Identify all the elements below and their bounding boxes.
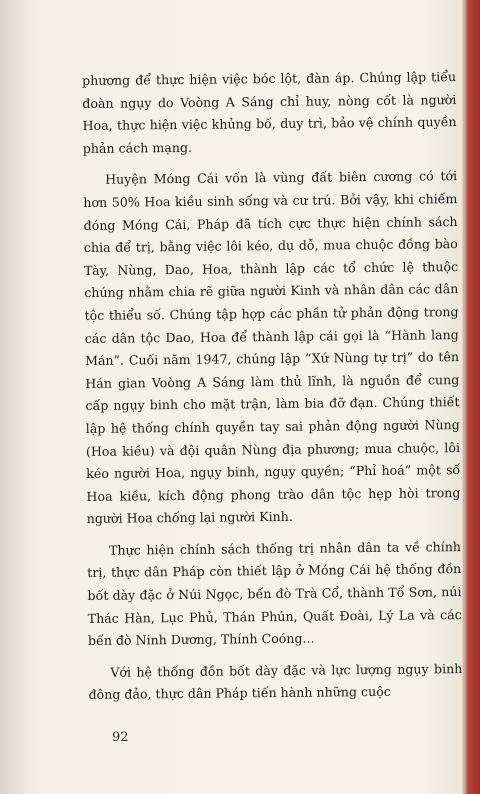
paragraph-3: Thực hiện chính sách thống trị nhân dân ta về chính trị, thực dân Pháp còn thiết lập ở Móng Cái hệ thống đồn bốt dày đặc ở Núi Ngọc, bến đò Trà Cổ, thành Tổ Sơn, núi Thác Hàn, Lục Phủ, Thán Phún, Quất Đoài, Lý La và các bến đò Ninh Dương, Thính Coóng... (87, 538, 462, 649)
paragraph-4: Với hệ thống đồn bốt dày đặc và lực lượng ngụy binh đông đảo, thực dân Pháp tiến hành những cuộc (88, 660, 463, 703)
body-text (82, 66, 463, 716)
paragraph-1: phương để thực hiện việc bóc lột, đàn áp. Chúng lập tiểu đoàn ngụy do Voòng A Sáng chỉ huy, nòng cốt là người Hoa, thực hiện việc khủng bố, duy trì, bảo vệ chính quyền phản cách mạng. (82, 69, 457, 156)
gutter-shadow (0, 0, 40, 794)
paragraph-2: Huyện Móng Cái vốn là vùng đất biên cương có tới hơn 50% Hoa kiều sinh sống và cư trú. Bởi vậy, khi chiếm đóng Móng Cái, Pháp đã tích cực thực hiện chính sách chia để trị, bằng việc lôi kéo, dụ dỗ, mua chuộc đồng bào Tày, Nùng, Dao, Hoa, thành lập các tổ chức lệ thuộc chúng nhằm chia rẽ giữa người Kinh và nhân dân các dân tộc thiểu số. Chúng tập hợp các phần tử phản động trong các dân tộc Dao, Hoa để thành lập cái gọi là “Hành lang Mán”. Cuối năm 1947, chúng lập “Xứ Nùng tự trị” do tên Hán gian Voòng A Sáng làm thủ lĩnh, là nguồn để cung cấp ngụy binh cho mặt trận, làm bia đỡ đạn. Chúng thiết lập hệ thống chính quyền tay sai phản động người Nùng (Hoa kiều) và đội quân Nùng địa phương; mua chuộc, lôi kéo người Hoa, ngụy binh, ngụy quyền; “Phỉ hoá” một số Hoa kiều, kích động phong trào dân tộc hẹp hòi trong người Hoa chống lại người Kinh. (83, 168, 461, 527)
book-edge (464, 0, 480, 794)
page-number: 92 (112, 730, 129, 745)
